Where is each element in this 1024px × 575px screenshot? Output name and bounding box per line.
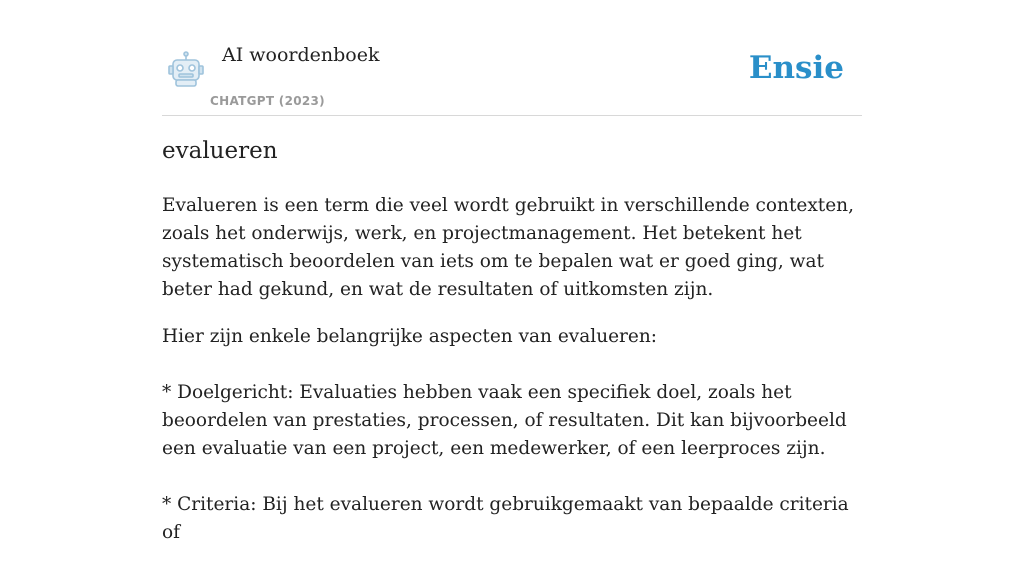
entry-term: evalueren [162, 138, 278, 164]
robot-icon [166, 50, 206, 90]
brand-logo[interactable]: Ensie [748, 50, 844, 86]
header [162, 0, 862, 116]
source-label: CHATGPT (2023) [210, 94, 325, 108]
spacer [162, 351, 862, 379]
aspects-heading: Hier zijn enkele belangrijke aspecten van evalueren: [162, 326, 657, 347]
content-container [162, 0, 862, 543]
bullet-item: * Doelgericht: Evaluaties hebben vaak een specifiek doel, zoals het beoordelen van prestaties, processen, of resultaten. Dit kan bijvoorbeeld een evaluatie van een project, een medewerker, of een leerproces zijn. [162, 382, 847, 459]
entry-body [162, 192, 862, 575]
bullet-item: * Criteria: Bij het evalueren wordt gebruikgemaakt van bepaalde criteria of [162, 494, 849, 543]
dictionary-title[interactable]: AI woordenboek [222, 44, 380, 66]
entry-intro: Evalueren is een term die veel wordt gebruikt in verschillende contexten, zoals het onderwijs, werk, en projectmanagement. Het betekent het systematisch beoordelen van iets om te bepalen wat er goed ging, wat beter had gekund, en wat de resultaten of uitkomsten zijn. [162, 195, 854, 300]
